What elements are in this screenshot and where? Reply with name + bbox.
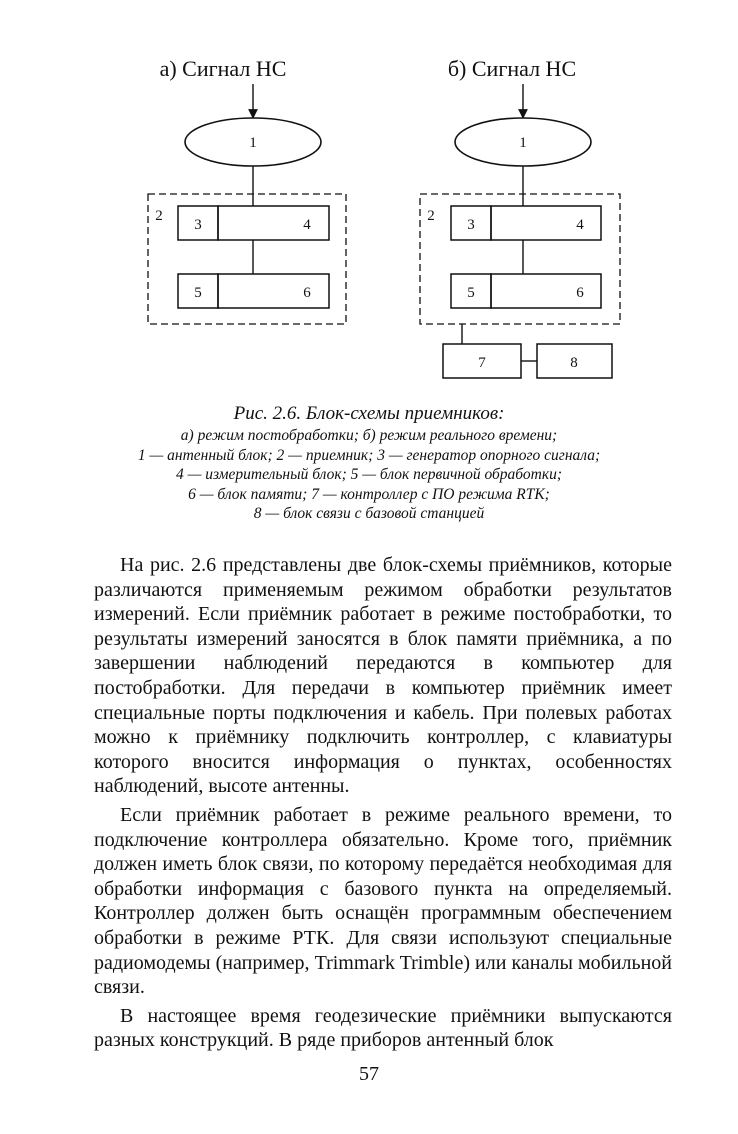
- controller-block-label: 7: [478, 355, 486, 371]
- paragraph: На рис. 2.6 представлены две блок-схемы приёмников, которые различаются применяемым режимом обработки результатов измерений. Если приёмник работает в режиме постобработки, то результаты измерений заносятся в блок памяти приёмника, а по завершении наблюдений передаются в компьютер для постобработки. Для передачи в компьютер приёмник имеет специальные порты подключения и кабель. При полевых работах можно к приёмнику подключить контроллер, с клавиатуры которого вносится информация о пунктах, особенностях наблюдений, высоте антенны.: [94, 554, 672, 798]
- paragraph: Если приёмник работает в режиме реального времени, то подключение контроллера обязательно. Кроме того, приёмник должен иметь блок связи, по которому передаётся необходимая для обработки информация с базового пункта на определяемый. Контроллер должен быть оснащён программным обеспечением обработки в режиме РТК. Для связи используют специальные радиомодемы (например, Trimmark Trimble) или каналы мобильной связи.: [94, 803, 672, 999]
- caption-line: 8 — блок связи с базовой станцией: [253, 505, 485, 522]
- page-number: 57: [359, 1063, 379, 1085]
- diagram-panel-a: [148, 56, 346, 324]
- measurement-block: [218, 206, 329, 240]
- memory-block-label: 6: [303, 285, 311, 301]
- measurement-block: [491, 206, 601, 240]
- caption-line: 6 — блок памяти; 7 — контроллер с ПО режима RTK;: [188, 485, 550, 503]
- reference-generator-label: 3: [194, 217, 202, 233]
- antenna-block-label: 1: [249, 135, 257, 151]
- figure-caption: [30, 402, 708, 524]
- primary-processing-label: 5: [194, 285, 202, 301]
- measurement-block-label: 4: [576, 217, 584, 233]
- primary-processing-label: 5: [467, 285, 475, 301]
- caption-line: 4 — измерительный блок; 5 — блок первичной обработки;: [175, 466, 563, 483]
- panel-a-title: а) Сигнал НС: [159, 56, 287, 81]
- receiver-label: 2: [427, 208, 435, 224]
- body-text: [94, 553, 672, 1057]
- memory-block: [491, 274, 601, 308]
- caption-line: а) режим постобработки; б) режим реального времени;: [180, 427, 558, 444]
- antenna-block-label: 1: [519, 135, 527, 151]
- paragraph: В настоящее время геодезические приёмники выпускаются разных конструкций. В ряде приборов антенный блок: [94, 1004, 672, 1052]
- panel-b-title: б) Сигнал НС: [447, 56, 577, 81]
- caption-title: Рис. 2.6. Блок-схемы приемников:: [233, 403, 505, 424]
- diagram-panel-b: [420, 56, 620, 378]
- caption-line: 1 — антенный блок; 2 — приемник; 3 — генератор опорного сигнала;: [137, 446, 601, 464]
- reference-generator-label: 3: [467, 217, 475, 233]
- receiver-label: 2: [155, 208, 163, 224]
- measurement-block-label: 4: [303, 217, 311, 233]
- receiver-block-diagrams: [0, 0, 738, 400]
- receiver-boundary: [420, 194, 620, 324]
- communication-block-label: 8: [570, 355, 578, 371]
- memory-block-label: 6: [576, 285, 584, 301]
- memory-block: [218, 274, 329, 308]
